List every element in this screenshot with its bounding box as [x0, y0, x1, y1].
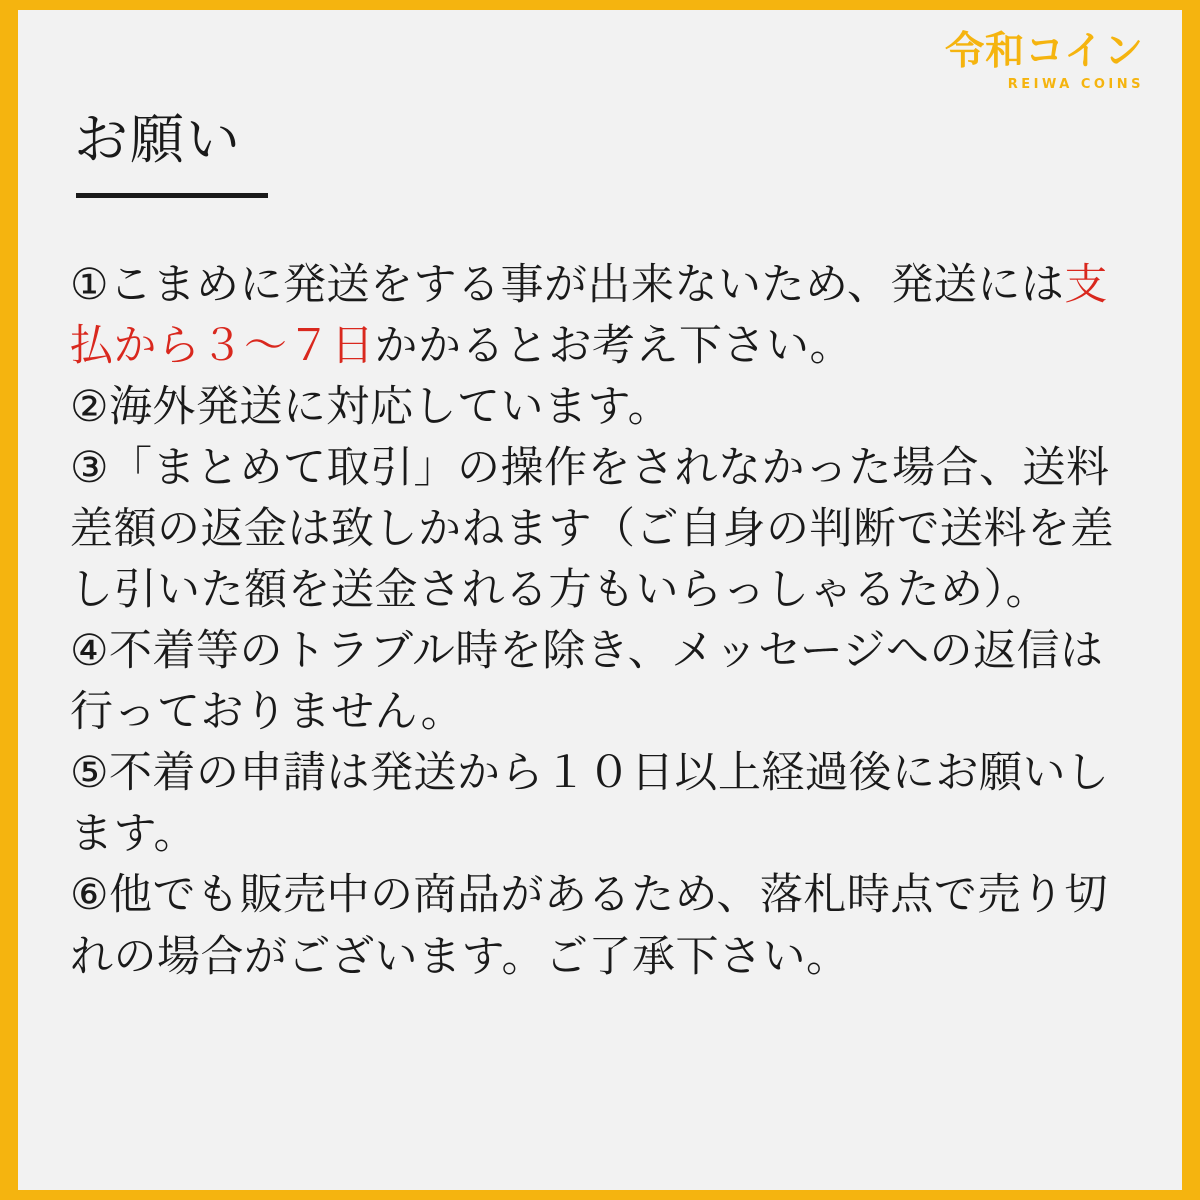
- notice-item-1: [70, 255, 1140, 377]
- brand-logo-sub: REIWA COINS: [1007, 77, 1144, 92]
- title-underline: [76, 193, 268, 198]
- notice-item-5: ⑤不着の申請は発送から１０日以上経過後にお願いします。: [70, 748, 1110, 860]
- brand-logo-main: 令和コイン: [945, 29, 1144, 74]
- notice-item-4: ④不着等のトラブル時を除き、メッセージへの返信は行っておりません。: [70, 626, 1104, 738]
- notice-card: [18, 10, 1182, 1190]
- notice-list: [70, 255, 1140, 988]
- notice-item-1-highlight: 支払から３～７日: [70, 260, 1108, 372]
- notice-item-6: ⑥他でも販売中の商品があるため、落札時点で売り切れの場合がございます。ご了承下さい。: [70, 870, 1108, 982]
- notice-item-3: ③「まとめて取引」の操作をされなかった場合、送料差額の返金は致しかねます（ご自身の判断で送料を差し引いた額を送金される方もいらっしゃるため）。: [70, 443, 1114, 616]
- brand-logo: [945, 29, 1144, 92]
- notice-item-1-pre: ①こまめに発送をする事が出来ないため、発送には: [70, 260, 1065, 310]
- notice-item-2: ②海外発送に対応しています。: [70, 382, 672, 433]
- notice-item-1-post: かかるとお考え下さい。: [374, 321, 853, 372]
- page-title: お願い: [74, 108, 242, 171]
